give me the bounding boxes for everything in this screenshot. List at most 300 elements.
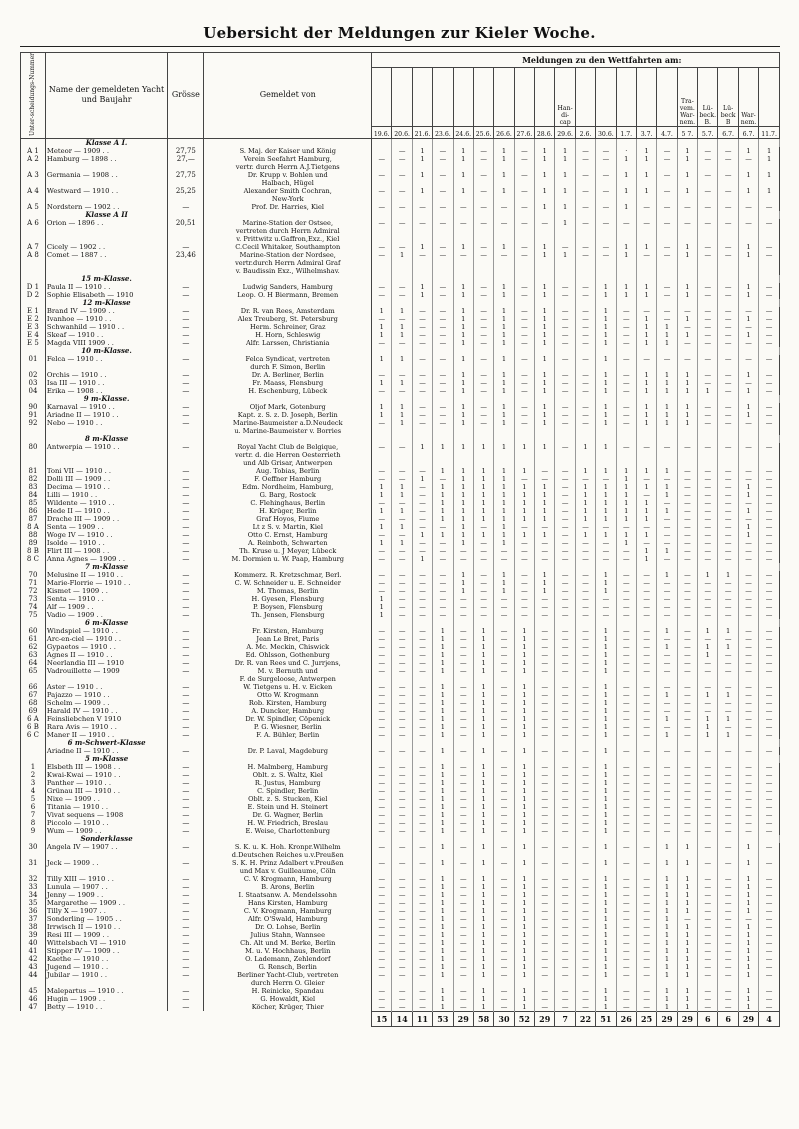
owner: Julius Stahn, Wannsee — [204, 931, 372, 939]
yacht-size: — — [168, 963, 204, 971]
entry-cell: — — [555, 307, 575, 315]
table-row — [21, 691, 780, 699]
owner: I. Staatsanw. A. Mendelssohn — [204, 891, 372, 899]
entry-cell: — — [494, 595, 514, 603]
yacht-name: Hede II — 1910 . . — [45, 507, 167, 515]
class-spacer — [596, 835, 616, 843]
class-spacer — [21, 755, 46, 763]
entry-cell: — — [759, 555, 780, 563]
entry-cell: 1 — [433, 931, 453, 939]
entry-cell: 1 — [677, 995, 697, 1003]
entry-cell: 1 — [514, 499, 534, 507]
entry-cell: — — [596, 595, 616, 603]
entry-cell: — — [514, 219, 534, 227]
entry-cell: — — [392, 699, 412, 707]
entry-cell: — — [514, 283, 534, 291]
entry-cell: — — [677, 795, 697, 803]
entry-cell: 1 — [473, 955, 493, 963]
entry-cell: 1 — [453, 339, 473, 347]
entry-cell: 1 — [514, 939, 534, 947]
entry-cell: — — [494, 891, 514, 899]
entry-cell: 1 — [616, 283, 636, 291]
yacht-name — [45, 259, 167, 267]
entry-cell: 1 — [636, 283, 656, 291]
yacht-name: Titania — 1910 . . — [45, 803, 167, 811]
yacht-number: 60 — [21, 627, 46, 635]
owner: C. V. Krogmann, Hamburg — [204, 875, 372, 883]
class-spacer — [433, 835, 453, 843]
entry-cell: — — [555, 683, 575, 691]
entry-cell: — — [453, 667, 473, 675]
yacht-name — [45, 163, 167, 171]
entry-cell: 1 — [433, 467, 453, 475]
owner: Alfr. O'Swald, Hamburg — [204, 915, 372, 923]
entry-cell: — — [473, 403, 493, 411]
entry-cell — [514, 179, 534, 187]
class-spacer — [677, 138, 697, 147]
entry-cell: — — [718, 747, 738, 755]
entry-cell: — — [494, 691, 514, 699]
class-spacer — [677, 755, 697, 763]
entry-cell: — — [616, 875, 636, 883]
class-spacer — [738, 619, 758, 627]
entry-cell: — — [494, 947, 514, 955]
table-row — [21, 915, 780, 923]
entry-cell — [738, 195, 758, 203]
entry-cell: 1 — [596, 843, 616, 851]
entry-cell: — — [738, 715, 758, 723]
yacht-name: Resi III — 1909 . . — [45, 931, 167, 939]
yacht-size: — — [168, 859, 204, 867]
header-special: Han-di-cap — [555, 67, 575, 126]
header-date: 11.7. — [759, 126, 780, 138]
entry-cell: 1 — [473, 707, 493, 715]
entry-cell: — — [718, 531, 738, 539]
entry-cell: 1 — [555, 187, 575, 195]
entry-cell: — — [473, 603, 493, 611]
entry-cell: 1 — [677, 283, 697, 291]
entry-cell: 1 — [433, 963, 453, 971]
entry-cell: — — [575, 219, 595, 227]
yacht-number: 7 — [21, 811, 46, 819]
entry-cell — [616, 451, 636, 459]
entry-cell: 1 — [616, 515, 636, 523]
entry-cell — [616, 179, 636, 187]
yacht-number: E 2 — [21, 315, 46, 323]
entry-cell: — — [514, 251, 534, 259]
table-row — [21, 259, 780, 267]
entry-cell: — — [433, 219, 453, 227]
entry-cell: — — [412, 931, 432, 939]
entry-cell: 1 — [514, 963, 534, 971]
entry-cell: 1 — [636, 411, 656, 419]
entry-cell: — — [738, 771, 758, 779]
class-heading-row — [21, 275, 780, 283]
entry-cell: — — [555, 323, 575, 331]
entry-cell — [473, 267, 493, 275]
entry-cell: — — [718, 595, 738, 603]
entry-cell — [718, 459, 738, 467]
entry-cell: 1 — [473, 811, 493, 819]
entry-cell: 1 — [718, 627, 738, 635]
class-spacer — [392, 211, 412, 219]
class-spacer — [657, 211, 677, 219]
entry-cell: — — [759, 443, 780, 451]
entry-cell: — — [616, 963, 636, 971]
entry-cell: — — [555, 651, 575, 659]
entry-cell: 1 — [596, 683, 616, 691]
yacht-name: Gypaetos — 1910 . . — [45, 643, 167, 651]
entry-cell — [372, 235, 392, 243]
entry-cell: — — [392, 339, 412, 347]
entry-cell: 1 — [453, 579, 473, 587]
entry-cell — [555, 451, 575, 459]
entry-cell: 1 — [372, 323, 392, 331]
entry-cell: — — [412, 611, 432, 619]
header-date: 30.6. — [596, 126, 616, 138]
class-spacer — [616, 138, 636, 147]
entry-cell: — — [412, 939, 432, 947]
yacht-number: E 5 — [21, 339, 46, 347]
entry-cell: 1 — [473, 875, 493, 883]
entry-cell: — — [392, 891, 412, 899]
entry-cell — [759, 163, 780, 171]
entry-cell: 1 — [535, 587, 555, 595]
entry-cell: — — [555, 1003, 575, 1012]
yacht-number: 04 — [21, 387, 46, 395]
yacht-size: — — [168, 699, 204, 707]
class-spacer — [372, 211, 392, 219]
entry-cell: 1 — [372, 595, 392, 603]
entry-cell: — — [575, 323, 595, 331]
class-spacer — [514, 563, 534, 571]
entry-cell: — — [412, 467, 432, 475]
entry-cell: 1 — [494, 579, 514, 587]
entry-cell: — — [372, 187, 392, 195]
entry-cell: — — [453, 595, 473, 603]
entry-cell — [494, 675, 514, 683]
entry-cell: — — [372, 651, 392, 659]
entry-cell — [433, 363, 453, 371]
class-spacer — [453, 835, 473, 843]
entry-cell: — — [535, 955, 555, 963]
entry-cell: — — [718, 171, 738, 179]
entry-cell: 1 — [738, 531, 758, 539]
entry-cell: 1 — [433, 915, 453, 923]
yacht-size: — — [168, 987, 204, 995]
entry-cell: — — [718, 779, 738, 787]
yacht-size: — — [168, 587, 204, 595]
entry-cell: — — [372, 531, 392, 539]
class-spacer — [168, 563, 204, 571]
yacht-size — [168, 451, 204, 459]
yacht-size: — — [168, 651, 204, 659]
yacht-number: 8 — [21, 819, 46, 827]
owner: A. Reinboth, Schwarten — [204, 539, 372, 547]
entry-cell: — — [677, 571, 697, 579]
entry-cell: — — [453, 643, 473, 651]
entry-cell: — — [738, 307, 758, 315]
yacht-number: A 3 — [21, 171, 46, 179]
entry-cell — [636, 867, 656, 875]
entry-cell: — — [718, 555, 738, 563]
entry-cell: — — [698, 803, 718, 811]
entry-cell — [392, 427, 412, 435]
entry-cell: — — [433, 523, 453, 531]
entry-cell — [616, 675, 636, 683]
entry-cell: 1 — [657, 403, 677, 411]
entry-cell: — — [555, 379, 575, 387]
entry-cell: — — [718, 651, 738, 659]
entry-cell — [596, 459, 616, 467]
class-spacer — [514, 395, 534, 403]
entry-cell: — — [453, 635, 473, 643]
entry-cell: 1 — [636, 147, 656, 155]
entry-cell — [453, 163, 473, 171]
entry-cell: — — [698, 763, 718, 771]
entry-cell — [412, 979, 432, 987]
entry-cell: 1 — [473, 763, 493, 771]
yacht-name — [45, 979, 167, 987]
entry-cell: 1 — [453, 531, 473, 539]
yacht-name: Melusine II — 1910 . . — [45, 571, 167, 579]
entry-cell: — — [677, 467, 697, 475]
entry-cell: — — [616, 307, 636, 315]
totals-spacer — [168, 1011, 204, 1026]
entry-cell — [718, 227, 738, 235]
entry-cell: — — [412, 571, 432, 579]
class-spacer — [555, 211, 575, 219]
total-cell: 29 — [738, 1011, 758, 1026]
entry-cell — [575, 427, 595, 435]
entry-cell: 1 — [657, 483, 677, 491]
entry-cell: — — [555, 995, 575, 1003]
entry-cell: — — [616, 771, 636, 779]
entry-cell — [718, 235, 738, 243]
header-special: War-nem. — [738, 67, 758, 126]
entry-cell: 1 — [433, 643, 453, 651]
yacht-name: Tilly X — 1907 . . — [45, 907, 167, 915]
entry-cell: — — [555, 523, 575, 531]
entry-cell: — — [718, 523, 738, 531]
entry-cell: — — [738, 587, 758, 595]
entry-cell: — — [677, 307, 697, 315]
entry-cell: — — [412, 379, 432, 387]
entry-cell — [575, 451, 595, 459]
entry-cell: — — [677, 203, 697, 211]
entry-cell: — — [555, 483, 575, 491]
class-spacer — [759, 619, 780, 627]
entry-cell — [555, 227, 575, 235]
entry-cell — [636, 235, 656, 243]
class-spacer — [372, 138, 392, 147]
entry-cell: — — [392, 747, 412, 755]
entry-cell: 1 — [657, 731, 677, 739]
entry-cell: — — [718, 355, 738, 363]
class-spacer — [596, 211, 616, 219]
owner: H. W. Friedrich, Breslau — [204, 819, 372, 827]
entry-cell: — — [657, 611, 677, 619]
entry-cell: — — [453, 251, 473, 259]
entry-cell: — — [392, 587, 412, 595]
total-cell: 29 — [657, 1011, 677, 1026]
yacht-size: — — [168, 811, 204, 819]
entry-cell: 1 — [473, 803, 493, 811]
entry-cell — [738, 675, 758, 683]
entry-cell: — — [453, 819, 473, 827]
entry-cell: — — [575, 147, 595, 155]
entry-cell: — — [412, 891, 432, 899]
entry-cell: 1 — [657, 491, 677, 499]
entry-cell: — — [372, 499, 392, 507]
entry-cell: 1 — [433, 659, 453, 667]
class-label: 15 m-Klasse. — [45, 275, 167, 283]
entry-cell: 1 — [759, 147, 780, 155]
yacht-number: 87 — [21, 515, 46, 523]
entry-cell: — — [494, 603, 514, 611]
entry-cell: — — [616, 339, 636, 347]
entry-cell: 1 — [636, 371, 656, 379]
entry-cell: 1 — [433, 923, 453, 931]
class-spacer — [453, 275, 473, 283]
yacht-number: 39 — [21, 931, 46, 939]
entry-cell: 1 — [514, 531, 534, 539]
class-spacer — [759, 835, 780, 843]
entry-cell: — — [575, 611, 595, 619]
entry-cell: 1 — [738, 931, 758, 939]
entry-cell: 1 — [392, 523, 412, 531]
entry-cell: 1 — [453, 515, 473, 523]
entry-cell: — — [535, 731, 555, 739]
entry-cell: — — [392, 955, 412, 963]
yacht-size — [168, 227, 204, 235]
entry-cell: 1 — [514, 827, 534, 835]
entry-cell: — — [657, 747, 677, 755]
table-row — [21, 723, 780, 731]
entry-cell: — — [535, 475, 555, 483]
entry-cell: — — [718, 491, 738, 499]
entry-cell: — — [575, 827, 595, 835]
entry-cell: — — [636, 603, 656, 611]
entry-cell: — — [759, 875, 780, 883]
entry-cell: — — [555, 419, 575, 427]
entry-cell — [677, 235, 697, 243]
entry-cell: 1 — [535, 355, 555, 363]
entry-cell: — — [575, 307, 595, 315]
class-spacer — [494, 138, 514, 147]
entry-cell: — — [677, 803, 697, 811]
entry-cell: — — [759, 699, 780, 707]
entry-cell — [473, 179, 493, 187]
entry-cell: — — [636, 579, 656, 587]
entry-cell: 1 — [738, 147, 758, 155]
entry-cell: — — [392, 1003, 412, 1012]
header-special — [473, 67, 493, 126]
header-date: 6.7. — [738, 126, 758, 138]
class-spacer — [657, 138, 677, 147]
header-name: Name der gemeldeten Yacht und Baujahr — [45, 53, 167, 139]
entry-cell: 1 — [636, 155, 656, 163]
entry-cell — [372, 195, 392, 203]
entry-cell: — — [433, 243, 453, 251]
entry-cell: — — [514, 243, 534, 251]
entry-cell — [698, 851, 718, 859]
entry-cell: — — [412, 387, 432, 395]
entry-cell: — — [596, 243, 616, 251]
entry-cell: — — [473, 187, 493, 195]
entry-cell: — — [433, 387, 453, 395]
yacht-number: 65 — [21, 667, 46, 675]
entry-cell: 1 — [535, 579, 555, 587]
class-spacer — [453, 347, 473, 355]
entry-cell — [575, 459, 595, 467]
entry-cell — [433, 179, 453, 187]
entry-cell — [372, 179, 392, 187]
entry-cell: — — [616, 803, 636, 811]
entry-cell: 1 — [494, 531, 514, 539]
entry-cell: — — [677, 715, 697, 723]
entry-cell: — — [514, 355, 534, 363]
entry-cell — [657, 227, 677, 235]
entry-cell: — — [698, 147, 718, 155]
yacht-size: — — [168, 843, 204, 851]
entry-cell: 1 — [473, 787, 493, 795]
entry-cell — [555, 179, 575, 187]
yacht-name — [45, 195, 167, 203]
entry-cell: — — [372, 811, 392, 819]
entry-cell: — — [596, 171, 616, 179]
entry-cell: — — [636, 203, 656, 211]
entry-cell: — — [616, 419, 636, 427]
table-row — [21, 163, 780, 171]
entry-cell: — — [636, 707, 656, 715]
entry-cell — [596, 451, 616, 459]
class-spacer — [555, 435, 575, 443]
entry-cell: — — [412, 923, 432, 931]
entry-cell — [575, 267, 595, 275]
entry-cell — [738, 867, 758, 875]
entry-cell: 1 — [392, 483, 412, 491]
entry-cell: — — [738, 683, 758, 691]
entry-cell: — — [636, 923, 656, 931]
owner: H. Krüger, Berlin — [204, 507, 372, 515]
entry-cell: — — [575, 707, 595, 715]
entry-cell: — — [473, 547, 493, 555]
entry-cell — [718, 675, 738, 683]
entry-cell: — — [555, 859, 575, 867]
yacht-name: Schelm — 1909 . . — [45, 699, 167, 707]
entry-cell — [372, 163, 392, 171]
entry-cell: — — [494, 971, 514, 979]
entry-cell — [698, 163, 718, 171]
entry-cell: — — [575, 995, 595, 1003]
entry-cell: — — [392, 555, 412, 563]
entry-cell: — — [636, 987, 656, 995]
entry-cell: — — [575, 187, 595, 195]
entry-cell — [473, 867, 493, 875]
entry-cell: — — [575, 659, 595, 667]
entry-cell: 1 — [433, 907, 453, 915]
entry-cell: 1 — [535, 203, 555, 211]
yacht-size: — — [168, 883, 204, 891]
entry-cell: — — [412, 883, 432, 891]
entry-cell: — — [575, 243, 595, 251]
entry-cell: — — [514, 587, 534, 595]
entry-cell: 1 — [759, 171, 780, 179]
entry-cell — [494, 195, 514, 203]
entry-cell: — — [555, 515, 575, 523]
entry-cell: — — [657, 659, 677, 667]
